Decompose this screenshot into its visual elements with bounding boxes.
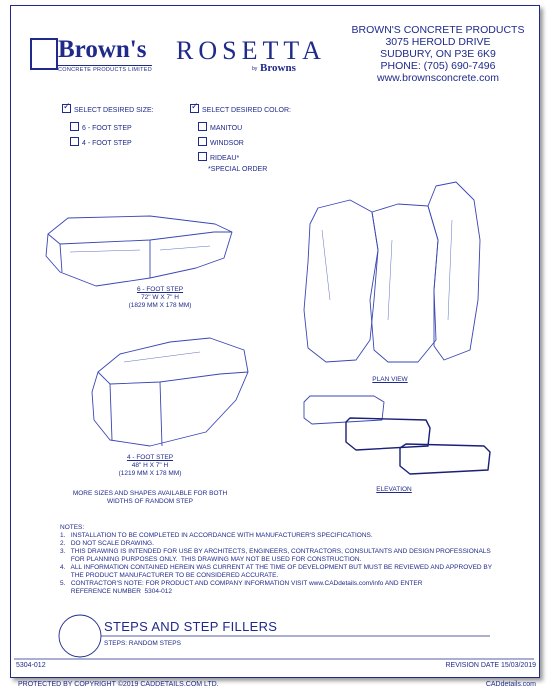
title-block-subtitle: STEPS: RANDOM STEPS <box>104 640 181 647</box>
title-block-circle <box>59 615 101 657</box>
company-website[interactable]: www.brownsconcrete.com <box>377 72 499 84</box>
company-address: 3075 HEROLD DRIVE <box>385 36 491 48</box>
elevation-label: ELEVATION <box>376 486 412 493</box>
company-name: BROWN'S CONCRETE PRODUCTS <box>351 24 525 36</box>
color-heading: ✓SELECT DESIRED COLOR: <box>190 104 291 114</box>
notes-heading: NOTES: <box>60 524 85 531</box>
note-line: THE PRODUCT MANUFACTURER TO BE CONSIDERED ACCURATE. <box>60 572 279 579</box>
company-city: SUDBURY, ON P3E 6K9 <box>380 48 496 60</box>
note-line: 2. DO NOT SCALE DRAWING. <box>60 540 154 547</box>
copyright-text: PROTECTED BY COPYRIGHT ©2019 CADDETAILS.COM LTD. <box>18 681 219 688</box>
note-line: 1. INSTALLATION TO BE COMPLETED IN ACCORDANCE WITH MANUFACTURER'S SPECIFICATIONS. <box>60 532 373 539</box>
note-line: 5. CONTRACTOR'S NOTE: FOR PRODUCT AND COMPANY INFORMATION VISIT www.CADdetails.com/info AND ENTER <box>60 580 423 587</box>
rosetta-logo-text: ROSETTA <box>176 36 326 65</box>
browns-logo-subtext: CONCRETE PRODUCTS LIMITED <box>58 67 152 73</box>
six-foot-step-dims: 72" W X 7" H <box>141 294 179 301</box>
plan-view-label: PLAN VIEW <box>372 376 408 383</box>
more-sizes-note <box>60 490 240 506</box>
four-foot-step-title: 4 - FOOT STEP <box>126 454 174 461</box>
rosetta-logo-by: by <box>252 66 258 72</box>
six-foot-step-label <box>100 286 220 310</box>
six-foot-step-metric: (1829 MM X 178 MM) <box>128 302 192 309</box>
size-heading: ✓SELECT DESIRED SIZE: <box>62 104 154 114</box>
six-foot-step-drawing <box>46 216 232 286</box>
note-line: 4. ALL INFORMATION CONTAINED HEREIN WAS CURRENT AT THE TIME OF DEVELOPMENT BUT MUST BE REVIEWED AND APPROVED BY <box>60 564 493 571</box>
color-option-windsor: WINDSOR <box>198 137 244 147</box>
size-option-4ft: 4 - FOOT STEP <box>70 137 132 147</box>
four-foot-step-drawing <box>92 338 248 446</box>
special-order-note: *SPECIAL ORDER <box>208 166 268 173</box>
elevation-drawing <box>304 396 490 474</box>
revision-date: REVISION DATE 15/03/2019 <box>445 662 536 669</box>
plan-view-drawing <box>304 182 480 362</box>
four-foot-step-label <box>90 454 210 478</box>
note-line: REFERENCE NUMBER 5304-012 <box>60 588 172 595</box>
note-line: FOR PLANNING PURPOSES ONLY. THIS DRAWING MAY NOT BE USED FOR CONSTRUCTION. <box>60 556 362 563</box>
company-phone: PHONE: (705) 690-7496 <box>380 60 496 72</box>
rosetta-logo-browns: Browns <box>260 62 296 74</box>
six-foot-step-title: 6 - FOOT STEP <box>136 286 184 293</box>
drawing-number: 5304-012 <box>16 662 46 669</box>
notes-section <box>60 524 530 596</box>
color-option-rideau: RIDEAU* <box>198 152 239 162</box>
browns-logo-text: Brown's <box>58 36 147 63</box>
four-foot-step-metric: (1219 MM X 178 MM) <box>118 470 182 477</box>
title-block-title: STEPS AND STEP FILLERS <box>104 619 278 634</box>
caddetails-link[interactable]: CADdetails.com <box>485 681 536 688</box>
note-line: 3. THIS DRAWING IS INTENDED FOR USE BY ARCHITECTS, ENGINEERS, CONTRACTORS, CONSULTANTS AND DESIGN PROFESSIONALS <box>60 548 491 555</box>
size-option-6ft: 6 - FOOT STEP <box>70 122 132 132</box>
four-foot-step-dims: 48" H X 7" H <box>131 462 169 469</box>
color-option-manitou: MANITOU <box>198 122 242 132</box>
more-sizes-line-1: MORE SIZES AND SHAPES AVAILABLE FOR BOTH <box>72 490 228 497</box>
more-sizes-line-2: WIDTHS OF RANDOM STEP <box>107 498 193 505</box>
